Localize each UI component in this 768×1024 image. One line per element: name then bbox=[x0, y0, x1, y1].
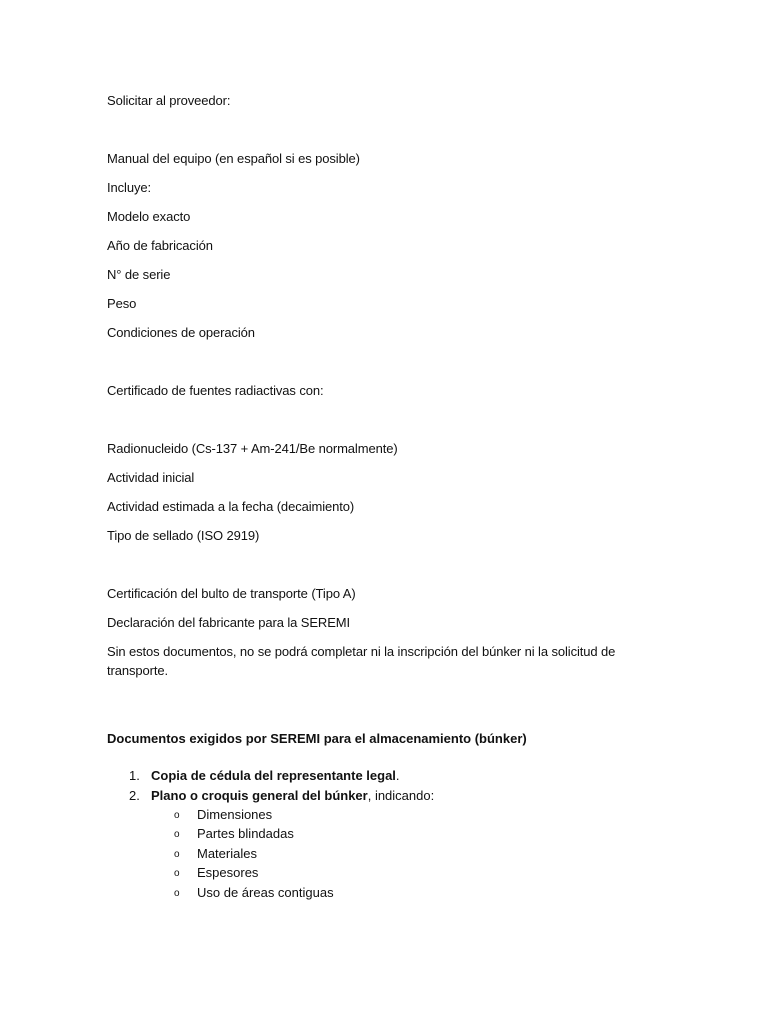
warning-note: Sin estos documentos, no se podrá completar ni la inscripción del búnker ni la solicitud de transporte. bbox=[107, 644, 616, 678]
numbered-item bbox=[129, 786, 434, 805]
certificate-title: Certificado de fuentes radiactivas con: bbox=[107, 383, 324, 398]
manual-detail-line: Año de fabricación bbox=[107, 238, 213, 253]
item-number: 1. bbox=[129, 768, 140, 783]
sub-item-text: Dimensiones bbox=[197, 807, 273, 822]
includes-label: Incluye: bbox=[107, 180, 152, 195]
sub-item-text: Uso de áreas contiguas bbox=[197, 885, 334, 900]
sub-list-item bbox=[174, 863, 258, 883]
manual-detail-line: N° de serie bbox=[107, 267, 171, 282]
sub-item-text: Espesores bbox=[197, 865, 259, 880]
sub-list-item bbox=[174, 844, 257, 864]
item-bold-text: Copia de cédula del representante legal bbox=[151, 768, 396, 783]
numbered-item bbox=[129, 766, 400, 785]
circle-bullet-icon: o bbox=[174, 810, 180, 821]
circle-bullet-icon: o bbox=[174, 829, 180, 840]
item-rest-text: . bbox=[395, 768, 400, 783]
circle-bullet-icon: o bbox=[174, 868, 180, 879]
certificate-line: Actividad inicial bbox=[107, 470, 195, 485]
manual-line: Manual del equipo (en español si es posible) bbox=[107, 151, 360, 166]
seremi-heading: Documentos exigidos por SEREMI para el almacenamiento (búnker) bbox=[107, 731, 527, 746]
manual-detail-line: Peso bbox=[107, 296, 137, 311]
transport-line: Declaración del fabricante para la SEREMI bbox=[107, 615, 351, 630]
sub-list-item bbox=[174, 824, 294, 844]
certificate-line: Actividad estimada a la fecha (decaimiento) bbox=[107, 499, 355, 514]
item-rest-text: , indicando: bbox=[367, 788, 435, 803]
sub-list-item bbox=[174, 805, 272, 825]
request-label: Solicitar al proveedor: bbox=[107, 93, 231, 108]
item-bold-text: Plano o croquis general del búnker bbox=[151, 788, 368, 803]
circle-bullet-icon: o bbox=[174, 888, 180, 899]
certificate-line: Tipo de sellado (ISO 2919) bbox=[107, 528, 260, 543]
certificate-line: Radionucleido (Cs-137 + Am-241/Be normalmente) bbox=[107, 441, 398, 456]
manual-detail-line: Condiciones de operación bbox=[107, 325, 255, 340]
manual-detail-line: Modelo exacto bbox=[107, 209, 191, 224]
sub-item-text: Partes blindadas bbox=[197, 826, 294, 841]
item-number: 2. bbox=[129, 788, 140, 803]
transport-line: Certificación del bulto de transporte (Tipo A) bbox=[107, 586, 356, 601]
circle-bullet-icon: o bbox=[174, 849, 180, 860]
sub-list-item bbox=[174, 883, 334, 903]
sub-item-text: Materiales bbox=[197, 846, 257, 861]
